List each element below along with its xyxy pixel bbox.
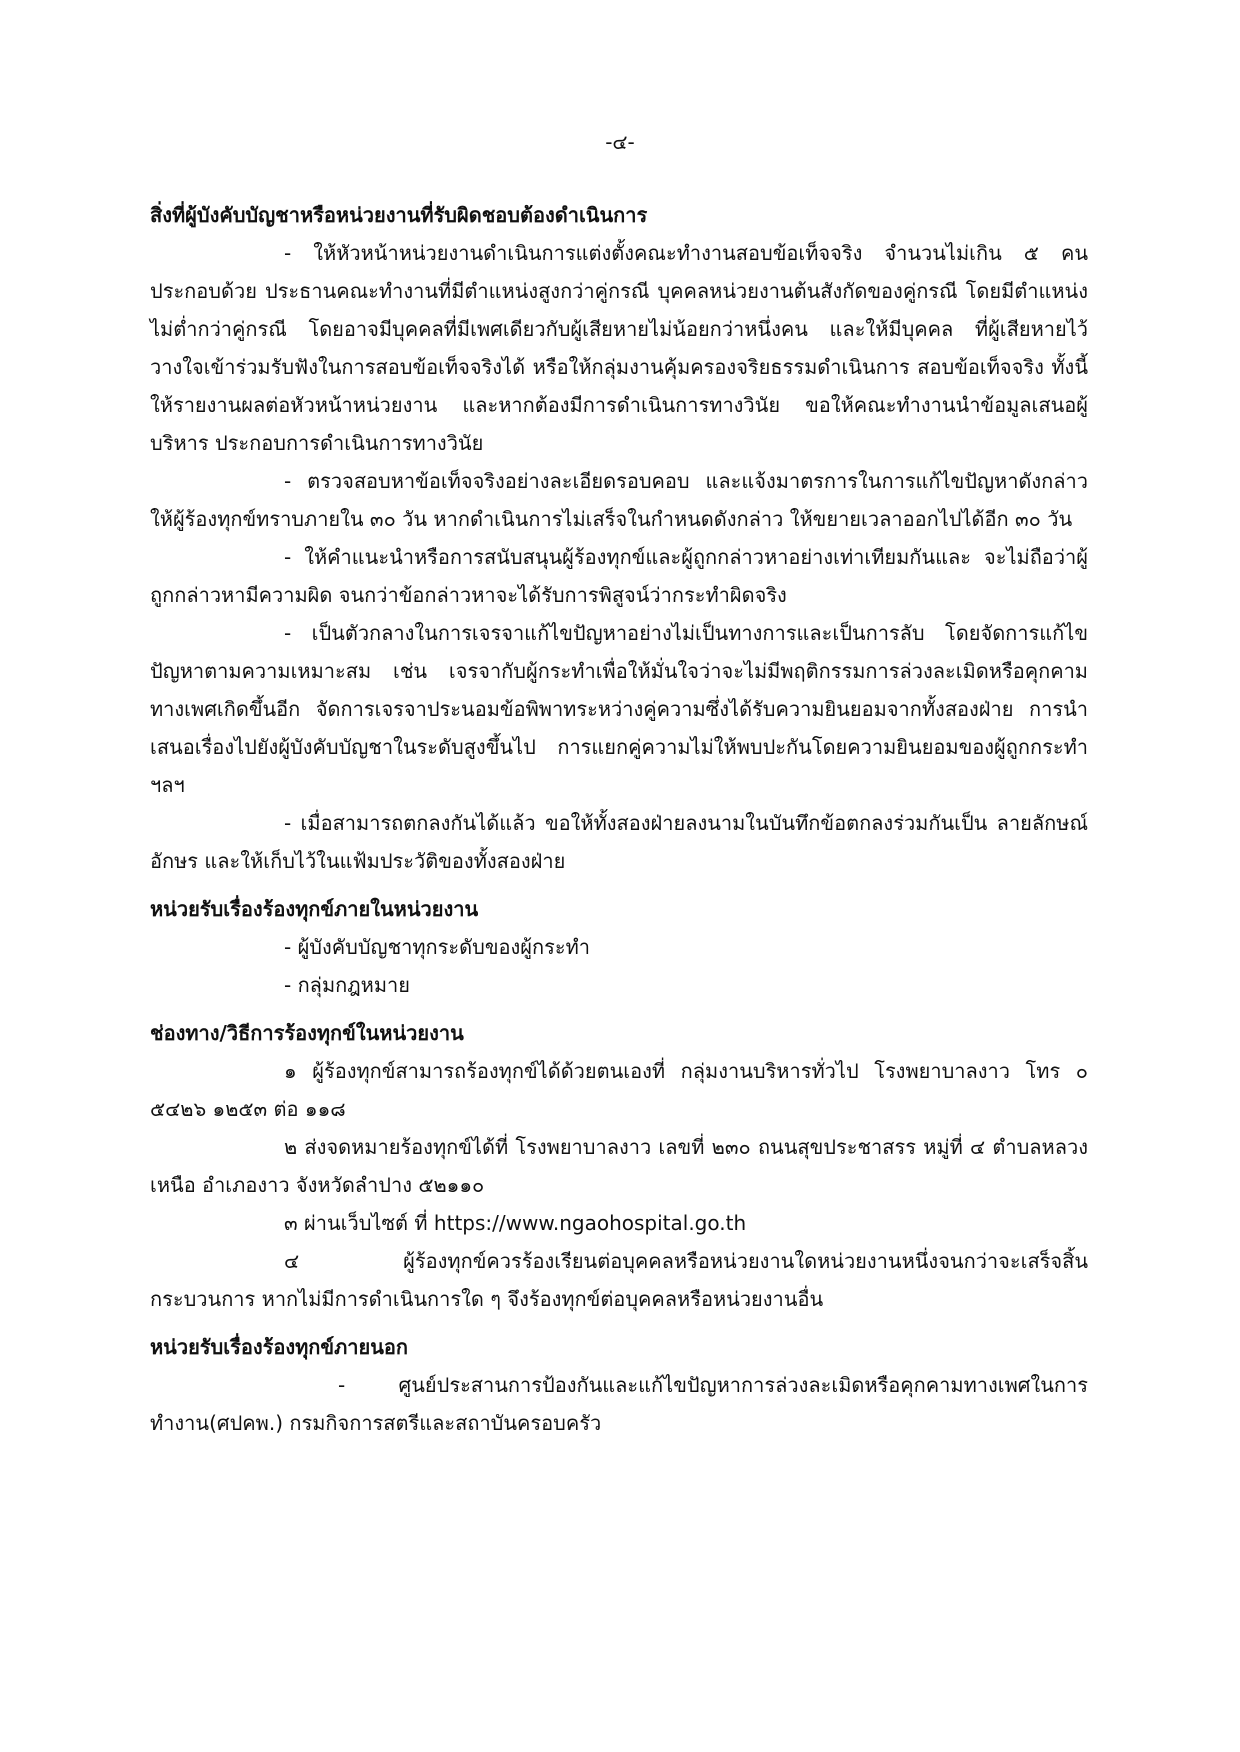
section-heading-complaint-channels: ช่องทาง/วิธีการร้องทุกข์ในหน่วยงาน bbox=[150, 1021, 464, 1045]
paragraph-appoint-committee: - ให้หัวหน้าหน่วยงานดำเนินการแต่งตั้งคณะทำงานสอบข้อเท็จจริง จำนวนไม่เกิน ๕ คน ประกอบด้วย ประธานคณะทำงานที่มีตำแหน่งสูงกว่าคู่กรณี บุคคลหน่วยงานต้นสังกัดของคู่กรณี โดยมีตำแหน่งไม่ต่ำกว่าคู่กรณี โดยอาจมีบุคคลที่มีเพศเดียวกับผู้เสียหายไม่น้อยกว่าหนึ่งคน และให้มีบุคคล ที่ผู้เสียหายไว้วางใจเข้าร่วมรับฟังในการสอบข้อเท็จจริงได้ หรือให้กลุ่มงานคุ้มครองจริยธรรมดำเนินการ สอบข้อเท็จจริง ทั้งนี้ ให้รายงานผลต่อหัวหน้าหน่วยงาน และหากต้องมีการดำเนินการทางวินัย ขอให้คณะทำงานนำข้อมูลเสนอผู้บริหาร ประกอบการดำเนินการทางวินัย bbox=[150, 241, 1088, 455]
paragraph-equal-support: - ให้คำแนะนำหรือการสนับสนุนผู้ร้องทุกข์และผู้ถูกกล่าวหาอย่างเท่าเทียมกันและ จะไม่ถือว่าผู้ถูกกล่าวหามีความผิด จนกว่าข้อกล่าวหาจะได้รับการพิสูจน์ว่ากระทำผิดจริง bbox=[150, 545, 1088, 607]
section-heading-responsibilities: สิ่งที่ผู้บังคับบัญชาหรือหน่วยงานที่รับผิดชอบต้องดำเนินการ bbox=[150, 203, 648, 227]
paragraph-external-unit: - ศูนย์ประสานการป้องกันและแก้ไขปัญหาการล่วงละเมิดหรือคุกคามทางเพศในการทำงาน(ศปคพ.) กรมกิจการสตรีและสถาบันครอบครัว bbox=[150, 1373, 1088, 1435]
page-number: -๔- bbox=[605, 130, 635, 154]
section-heading-external-units: หน่วยรับเรื่องร้องทุกข์ภายนอก bbox=[150, 1335, 409, 1359]
paragraph-written-agreement: - เมื่อสามารถตกลงกันได้แล้ว ขอให้ทั้งสองฝ่ายลงนามในบันทึกข้อตกลงร่วมกันเป็น ลายลักษณ์อักษร และให้เก็บไว้ในแฟ้มประวัติของทั้งสองฝ่าย bbox=[150, 811, 1088, 873]
paragraph-investigate-facts: - ตรวจสอบหาข้อเท็จจริงอย่างละเอียดรอบคอบ และแจ้งมาตรการในการแก้ไขปัญหาดังกล่าวให้ผู้ร้องทุกข์ทราบภายใน ๓๐ วัน หากดำเนินการไม่เสร็จในกำหนดดังกล่าว ให้ขยายเวลาออกไปได้อีก ๓๐ วัน bbox=[150, 469, 1088, 531]
paragraph-channel-mail: ๒ ส่งจดหมายร้องทุกข์ได้ที่ โรงพยาบาลงาว เลขที่ ๒๓๐ ถนนสุขประชาสรร หมู่ที่ ๔ ตำบลหลวงเหนือ อำเภองาว จังหวัดลำปาง ๕๒๑๑๐ bbox=[150, 1135, 1088, 1197]
section-heading-internal-units: หน่วยรับเรื่องร้องทุกข์ภายในหน่วยงาน bbox=[150, 897, 479, 921]
paragraph-channel-in-person: ๑ ผู้ร้องทุกข์สามารถร้องทุกข์ได้ด้วยตนเองที่ กลุ่มงานบริหารทั่วไป โรงพยาบาลงาว โทร ๐ ๕๔๒๖ ๑๒๕๓ ต่อ ๑๑๘ bbox=[150, 1059, 1088, 1121]
paragraph-channel-single-unit: ๔ ผู้ร้องทุกข์ควรร้องเรียนต่อบุคคลหรือหน่วยงานใดหน่วยงานหนึ่งจนกว่าจะเสร็จสิ้นกระบวนการ หากไม่มีการดำเนินการใด ๆ จึงร้องทุกข์ต่อบุคคลหรือหน่วยงานอื่น bbox=[150, 1249, 1088, 1311]
paragraph-channel-website: ๓ ผ่านเว็บไซต์ ที่ https://www.ngaohospital.go.th bbox=[284, 1211, 747, 1235]
list-item-internal-unit: - ผู้บังคับบัญชาทุกระดับของผู้กระทำ bbox=[284, 935, 591, 959]
document-body bbox=[150, 196, 1088, 1442]
paragraph-mediation: - เป็นตัวกลางในการเจรจาแก้ไขปัญหาอย่างไม่เป็นทางการและเป็นการลับ โดยจัดการแก้ไขปัญหาตามความเหมาะสม เช่น เจรจากับผู้กระทำเพื่อให้มั่นใจว่าจะไม่มีพฤติกรรมการล่วงละเมิดหรือคุกคามทางเพศเกิดขึ้นอีก จัดการเจรจาประนอมข้อพิพาทระหว่างคู่ความซึ่งได้รับความยินยอมจากทั้งสองฝ่าย การนำเสนอเรื่องไปยังผู้บังคับบัญชาในระดับสูงขึ้นไป การแยกคู่ความไม่ให้พบปะกันโดยความยินยอมของผู้ถูกกระทำ ฯลฯ bbox=[150, 621, 1088, 797]
list-item-internal-unit: - กลุ่มกฎหมาย bbox=[284, 973, 410, 997]
